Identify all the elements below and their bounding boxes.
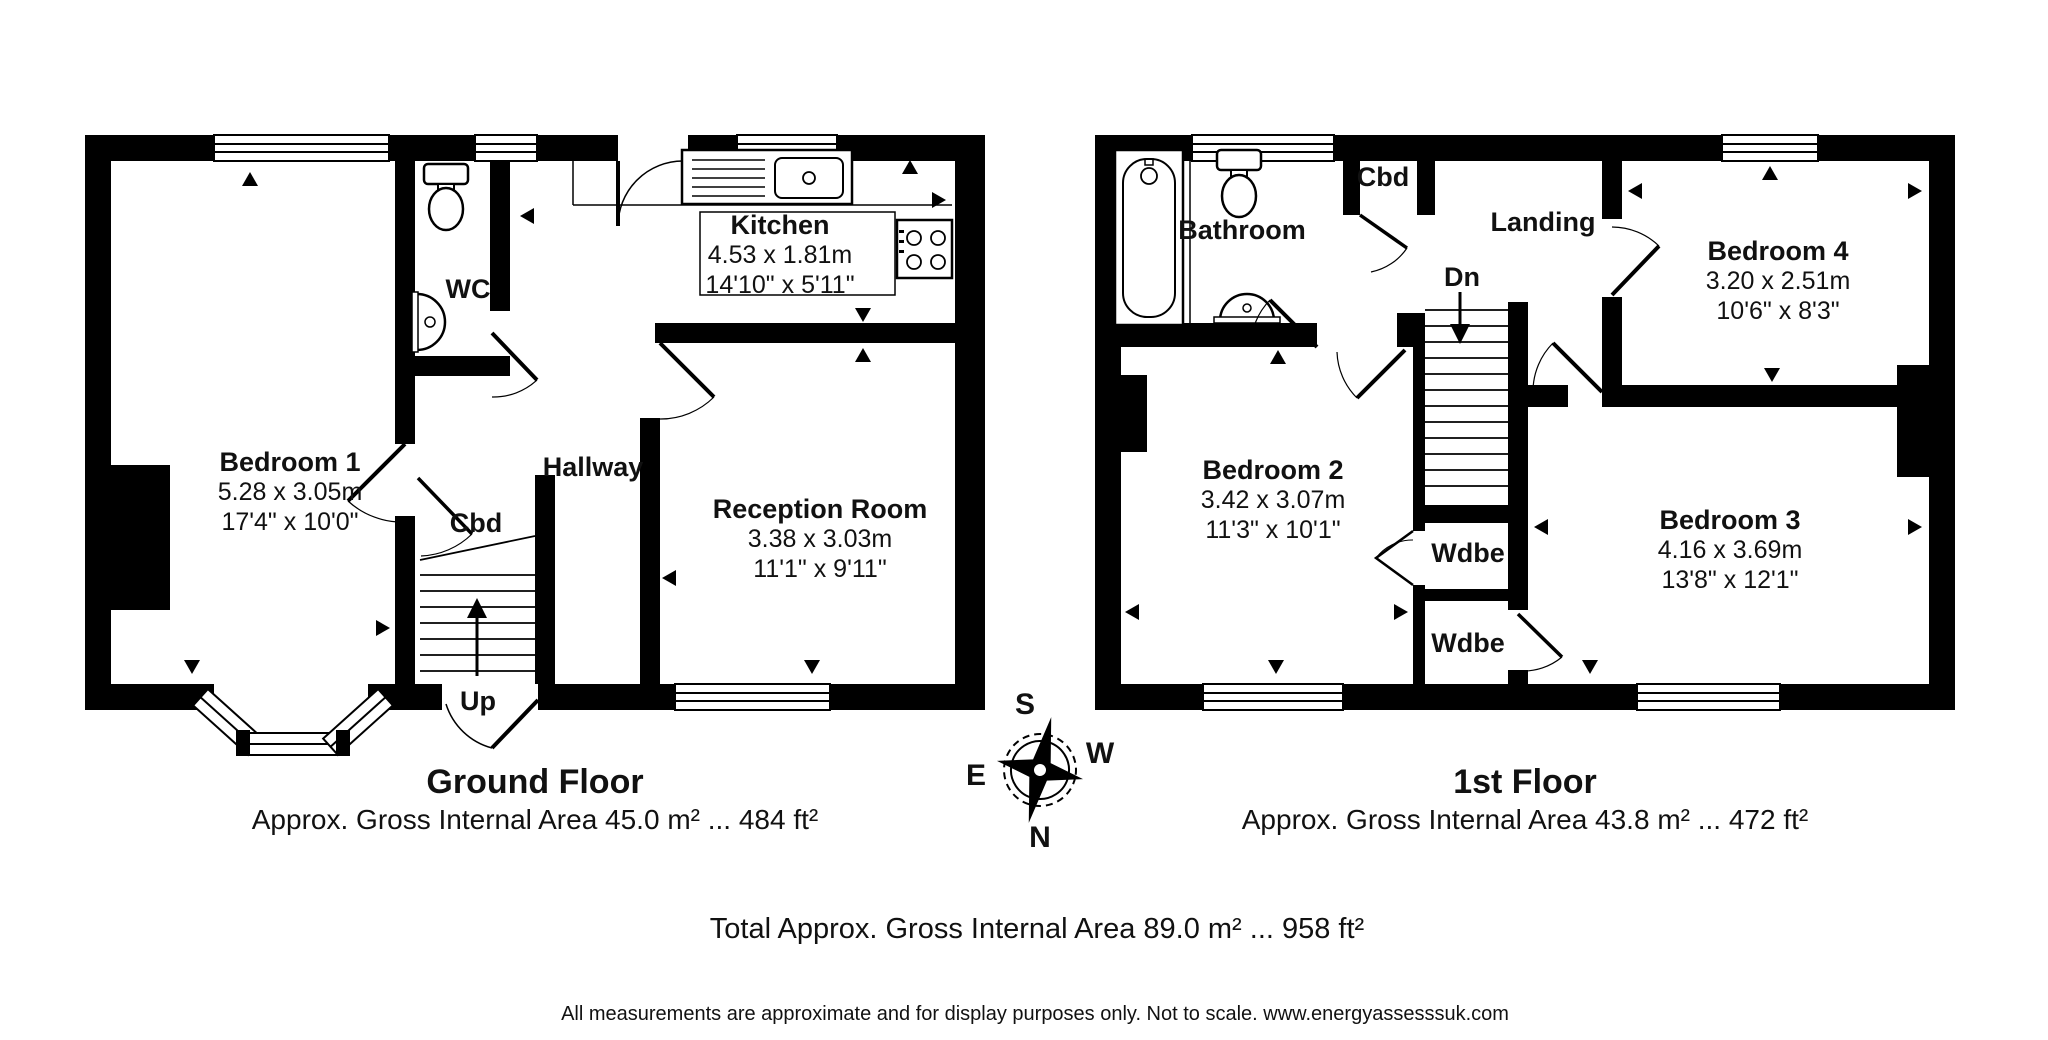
room-label-wdbe2: Wdbe — [1431, 628, 1505, 658]
wc-sink-icon — [412, 292, 445, 352]
room-label-bedroom4: Bedroom 4 3.20 x 2.51m 10'6" x 8'3" — [1705, 236, 1851, 325]
bedroom2-door — [1337, 350, 1405, 398]
window-bathroom — [1192, 135, 1334, 161]
reception-door — [660, 343, 714, 419]
wardrobe2-door — [1518, 614, 1562, 671]
window-bedroom4 — [1722, 135, 1818, 161]
compass-south-label: S — [1014, 688, 1036, 721]
bay-window — [192, 684, 393, 756]
toilet-icon — [424, 164, 468, 230]
window-bedroom1 — [214, 135, 389, 161]
first-floor-title: 1st Floor Approx. Gross Internal Area 43.8 m² ... 472 ft² — [1241, 763, 1809, 835]
bath-tub-icon — [1115, 150, 1183, 325]
total-area-text: Total Approx. Gross Internal Area 89.0 m² ... 958 ft² — [709, 913, 1365, 945]
kitchen-sink-icon — [682, 150, 852, 204]
room-label-bedroom3: Bedroom 3 4.16 x 3.69m 13'8" x 12'1" — [1657, 505, 1803, 594]
room-label-landing: Landing — [1490, 207, 1596, 237]
room-label-kitchen: Kitchen 4.53 x 1.81m 14'10" x 5'11" — [705, 210, 855, 299]
window-wc — [475, 135, 537, 161]
stairs-first — [1425, 292, 1508, 486]
window-reception — [675, 684, 830, 710]
up-arrow-icon — [467, 598, 487, 676]
bedroom4-door — [1612, 227, 1659, 295]
down-arrow-icon — [1450, 292, 1470, 344]
room-label-bedroom2: Bedroom 2 3.42 x 3.07m 11'3" x 10'1" — [1200, 455, 1346, 544]
compass-west-label: W — [1085, 737, 1115, 770]
bedroom3-door — [1533, 343, 1602, 392]
compass-north-label: N — [1029, 821, 1051, 854]
stairs-dn-label: Dn — [1444, 262, 1480, 292]
chimney-breast — [1897, 365, 1929, 477]
room-label-wdbe1: Wdbe — [1431, 538, 1505, 568]
room-label-cbd-first: Cbd — [1356, 162, 1410, 192]
compass-rose — [986, 708, 1095, 832]
front-door — [618, 135, 688, 226]
room-label-wc: WC — [445, 274, 491, 304]
room-label-cbd-ground: Cbd — [449, 508, 503, 538]
disclaimer-text: All measurements are approximate and for display purposes only. Not to scale. www.energyassesssuk.com — [561, 1003, 1509, 1025]
room-label-bedroom1: Bedroom 1 5.28 x 3.05m 17'4" x 10'0" — [217, 447, 363, 536]
cbd-door-first — [1360, 215, 1407, 272]
window-bedroom2 — [1203, 684, 1343, 710]
stairs-up-label: Up — [460, 686, 496, 716]
wardrobe1-door — [1376, 531, 1413, 585]
hob-icon — [897, 220, 952, 278]
bathroom-sink-icon — [1214, 294, 1280, 323]
room-label-hallway: Hallway — [542, 452, 644, 482]
room-label-reception: Reception Room 3.38 x 3.03m 11'1" x 9'11" — [712, 494, 928, 583]
room-label-bathroom: Bathroom — [1178, 215, 1306, 245]
toilet-icon — [1217, 150, 1261, 217]
chimney-breast — [1121, 375, 1147, 452]
window-bedroom3 — [1637, 684, 1780, 710]
ground-floor-title: Ground Floor Approx. Gross Internal Area 45.0 m² ... 484 ft² — [251, 763, 819, 835]
compass-east-label: E — [965, 759, 987, 792]
